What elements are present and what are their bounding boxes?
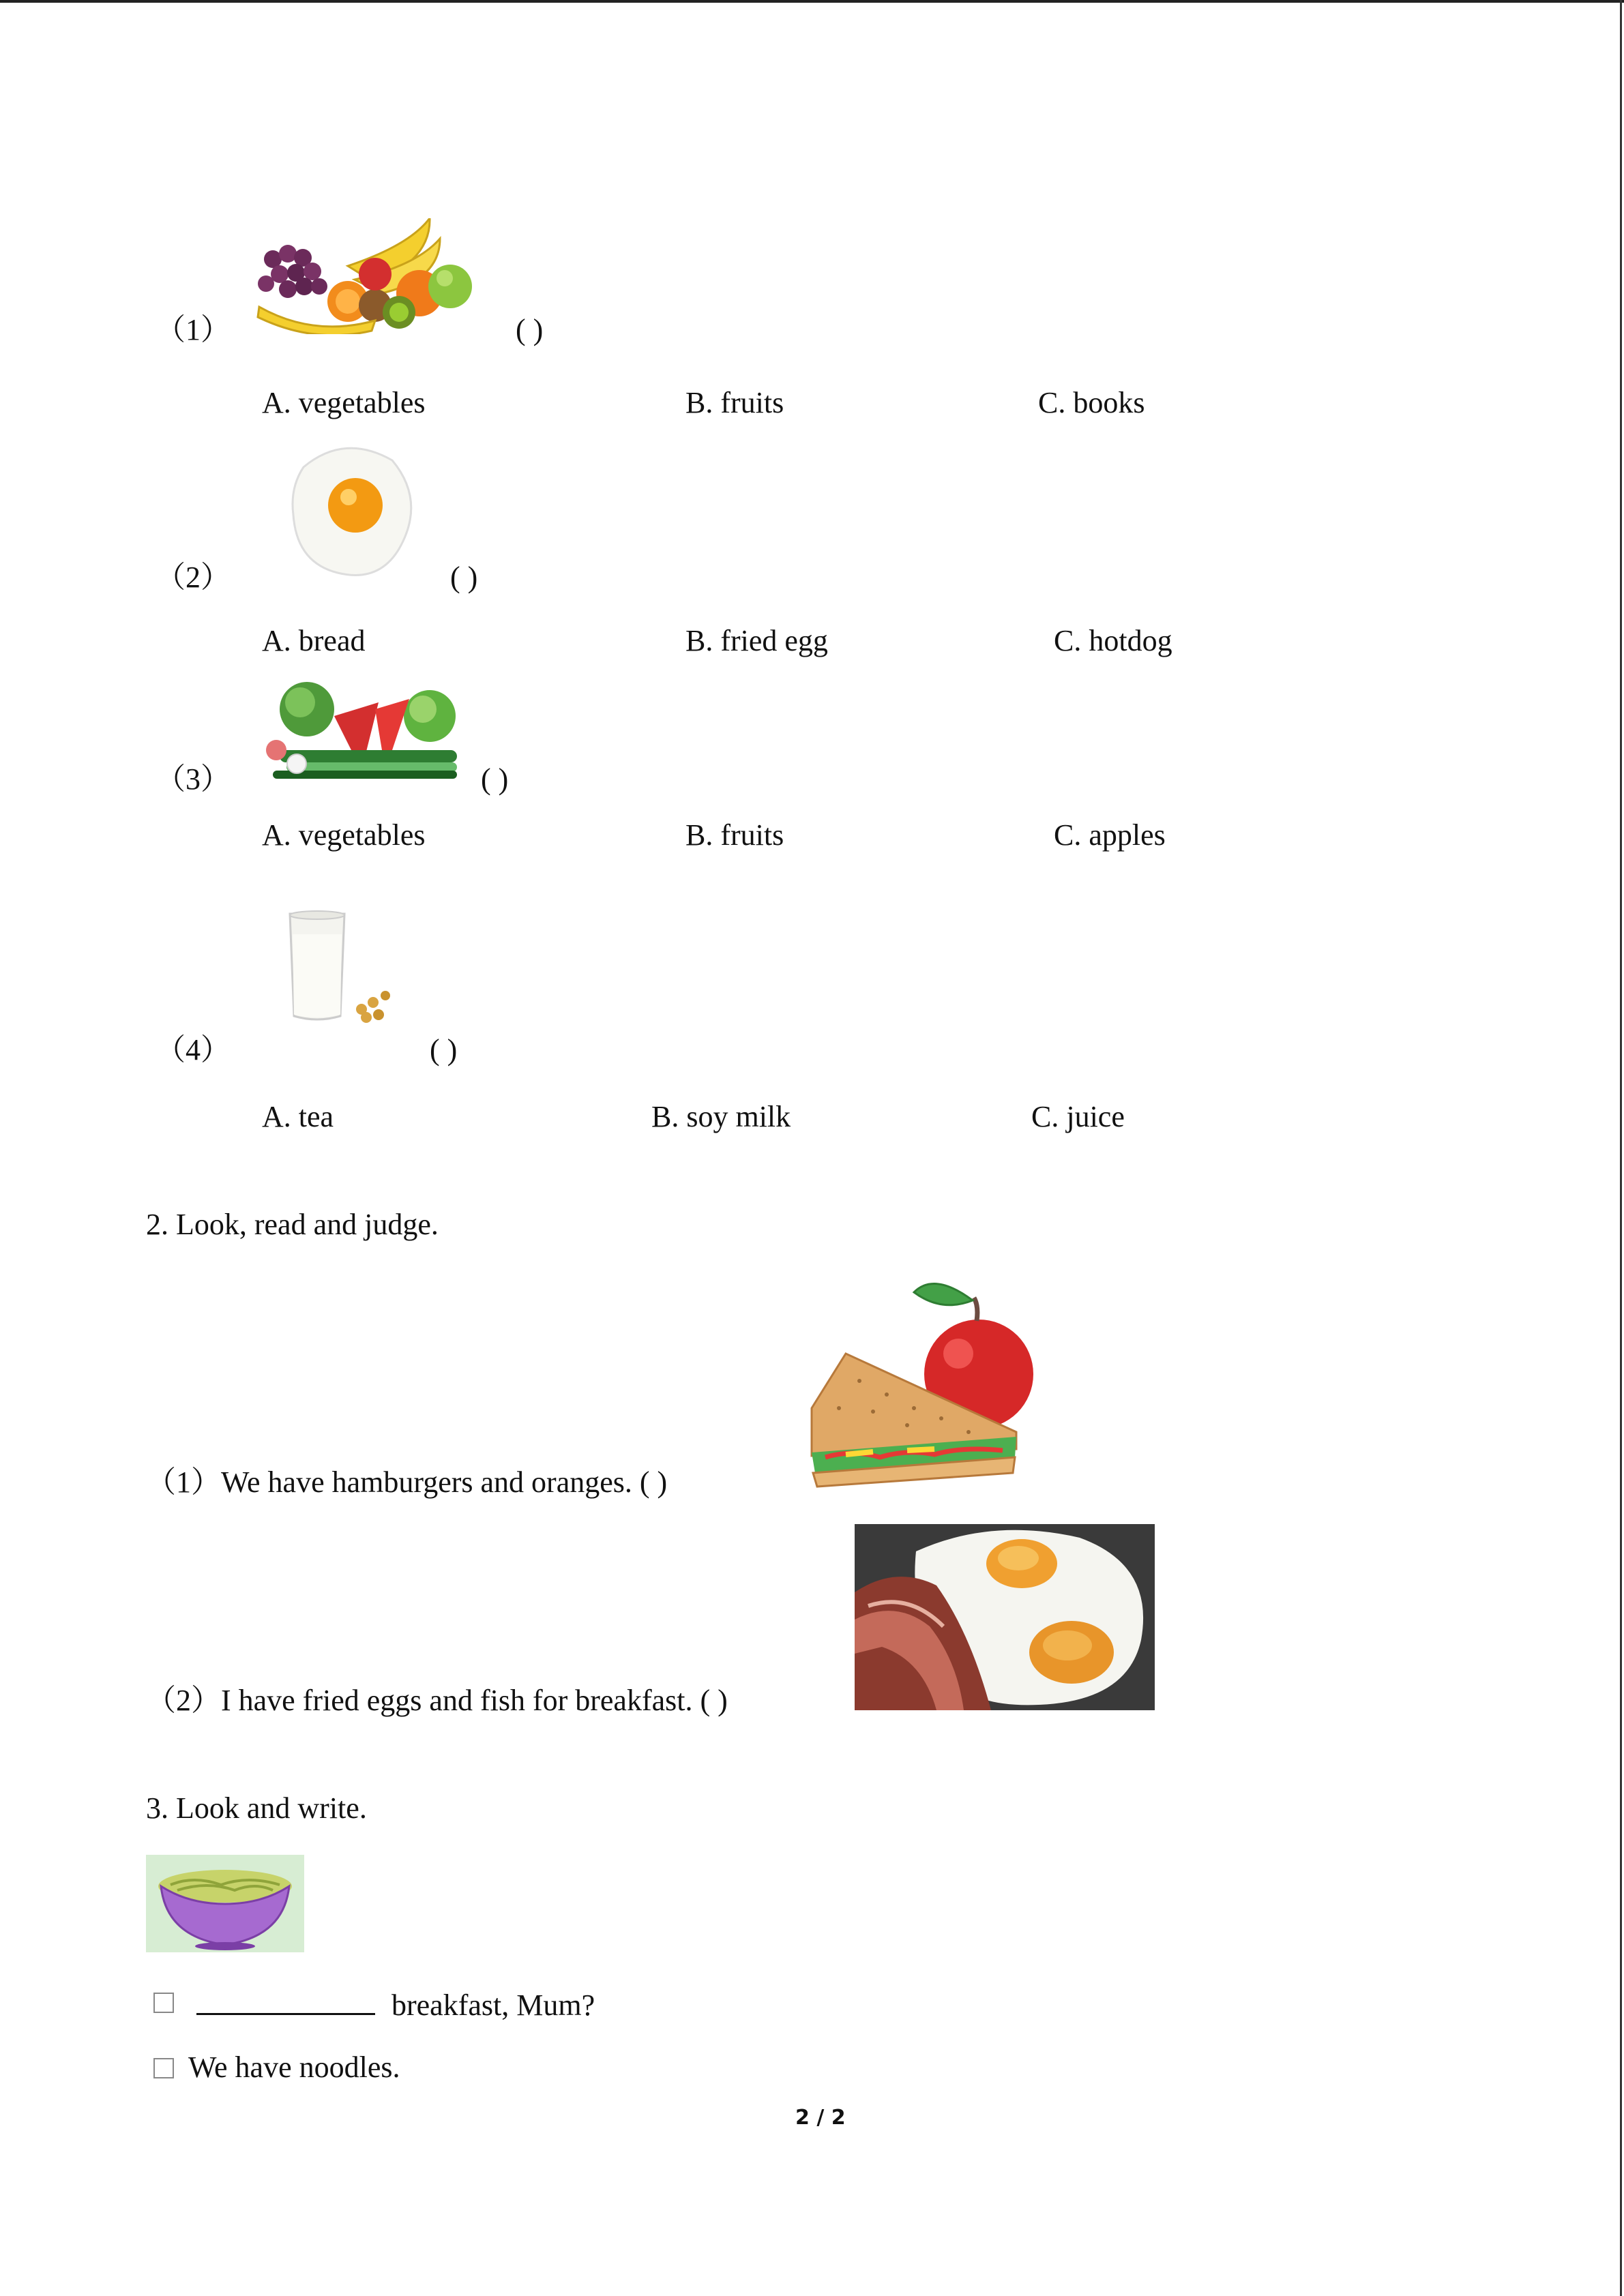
question-number: （2）: [156, 561, 231, 594]
option-b: B. fried egg: [685, 624, 828, 657]
answer-bracket[interactable]: ( ): [450, 561, 478, 594]
option-c: C. apples: [1054, 818, 1166, 852]
section-heading: 3. Look and write.: [146, 1791, 367, 1825]
option-a: A. vegetables: [262, 818, 426, 852]
option-a: A. tea: [262, 1100, 334, 1133]
answer-blank[interactable]: [196, 1987, 375, 2015]
option-b: B. fruits: [685, 386, 784, 419]
dialogue-checkbox[interactable]: [153, 1993, 174, 2013]
answer-bracket[interactable]: ( ): [516, 313, 544, 346]
sandwich-apple-icon: [798, 1279, 1040, 1497]
page-number: 2 / 2: [795, 2106, 846, 2130]
vegetables-pile-icon: [259, 675, 467, 791]
fried-egg-icon: [283, 440, 419, 583]
judge-statement: （2）I have fried eggs and fish for breakfast. ( ): [146, 1684, 728, 1717]
judge-statement: （1）We have hamburgers and oranges. ( ): [146, 1465, 668, 1499]
dialogue-checkbox[interactable]: [153, 2058, 174, 2078]
answer-bracket[interactable]: ( ): [481, 762, 509, 796]
section-heading: 2. Look, read and judge.: [146, 1208, 439, 1241]
dialogue-line: We have noodles.: [188, 2051, 400, 2084]
noodle-bowl-icon: [146, 1855, 304, 1952]
option-a: A. bread: [262, 624, 366, 657]
milk-glass-icon: [283, 907, 396, 1026]
question-number: （3）: [156, 762, 231, 796]
grapes-icon: [258, 245, 327, 298]
option-c: C. hotdog: [1054, 624, 1172, 657]
option-c: C. books: [1038, 386, 1145, 419]
answer-bracket[interactable]: ( ): [430, 1033, 458, 1067]
question-number: （4）: [156, 1033, 231, 1067]
page-top-border: [0, 0, 1624, 3]
option-b: B. fruits: [685, 818, 784, 852]
fruits-pile-icon: [246, 218, 477, 334]
dialogue-line: breakfast, Mum?: [392, 1988, 595, 2022]
write-line: [196, 1987, 595, 2021]
eggs-bacon-photo: [855, 1524, 1155, 1710]
option-c: C. juice: [1031, 1100, 1125, 1133]
question-number: （1）: [156, 313, 231, 346]
page-right-border: [1620, 0, 1622, 2296]
option-b: B. soy milk: [651, 1100, 791, 1133]
option-a: A. vegetables: [262, 386, 426, 419]
